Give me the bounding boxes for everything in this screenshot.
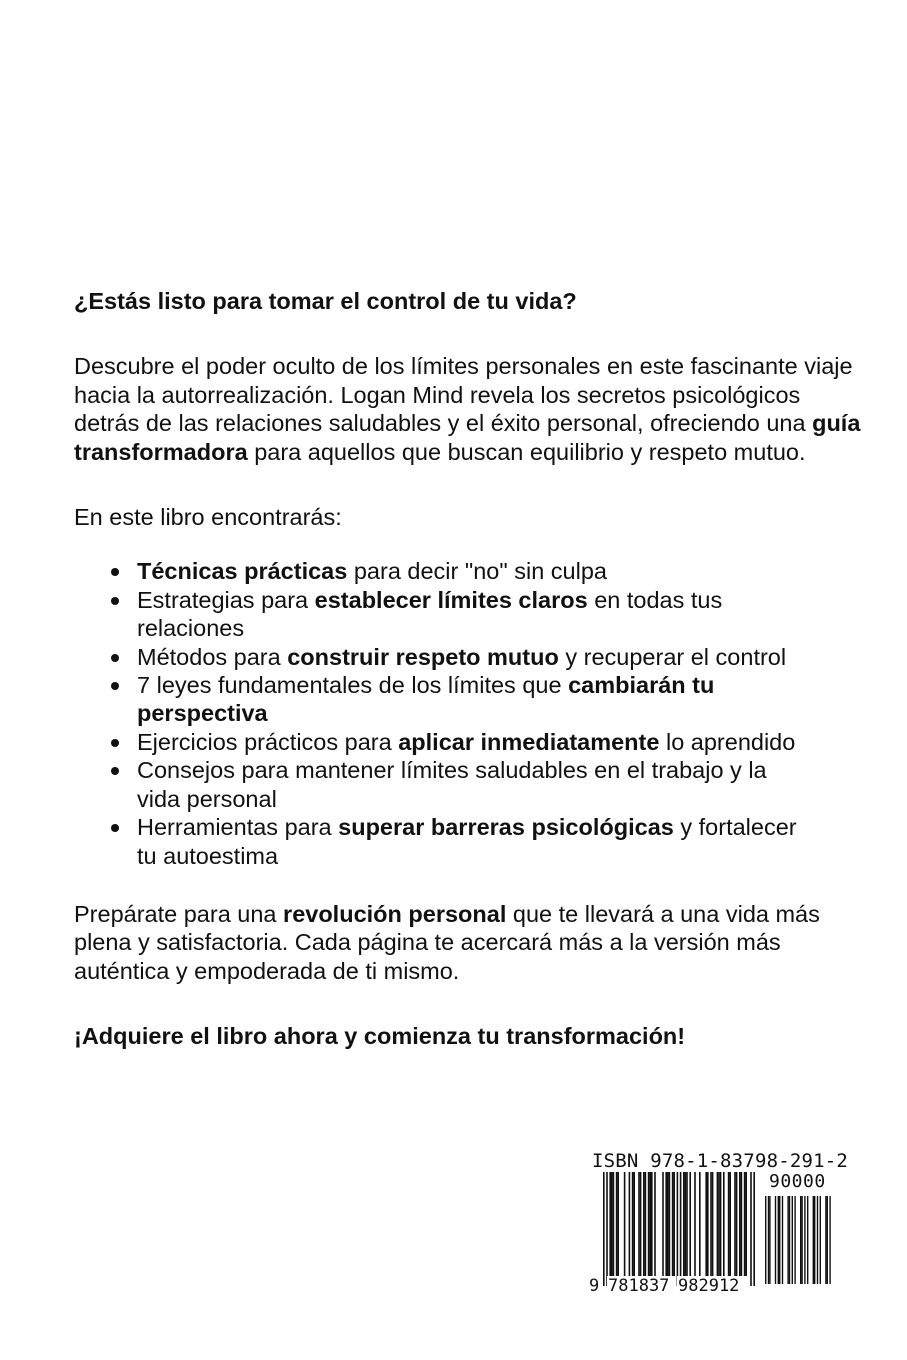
intro-paragraph	[74, 352, 864, 466]
barcode-bar	[710, 1172, 712, 1276]
list-item: Estrategias para establecer límites claros en todas tus relaciones	[74, 586, 864, 643]
barcode-bar	[689, 1172, 691, 1276]
addon-bar	[817, 1196, 818, 1284]
barcode-bar	[648, 1172, 650, 1276]
addon-bar	[794, 1196, 795, 1284]
barcode-bar	[617, 1172, 619, 1276]
addon-bar	[789, 1196, 790, 1284]
barcode-bar	[673, 1172, 675, 1276]
addon-bar	[769, 1196, 770, 1284]
barcode-bar	[739, 1172, 741, 1276]
closing-emphasis: revolución personal	[283, 900, 507, 927]
barcode-bar	[720, 1172, 722, 1276]
barcode-bar	[672, 1172, 674, 1276]
addon-bar	[813, 1196, 814, 1284]
intro-text-end: para aquellos que buscan equilibrio y respeto mutuo.	[247, 438, 806, 465]
barcode-bar	[633, 1172, 635, 1276]
isbn-barcode	[589, 1146, 851, 1302]
barcode-bar	[712, 1172, 714, 1276]
list-item: Métodos para construir respeto mutuo y recuperar el control	[74, 643, 864, 671]
list-item: Técnicas prácticas para decir "no" sin culpa	[74, 557, 864, 585]
closing-paragraph: Prepárate para una revolución personal que te llevará a una vida más plena y satisfactoria. Cada página te acercará más a la versión más auténtica y empoderada de ti mismo.	[74, 900, 820, 984]
addon-bar	[801, 1196, 802, 1284]
addon-bar	[807, 1196, 808, 1284]
barcode-bar	[718, 1172, 720, 1276]
barcode-bar	[734, 1172, 736, 1276]
barcode-bar	[707, 1172, 709, 1276]
addon-bar	[820, 1196, 821, 1284]
addon-bar	[768, 1196, 769, 1284]
barcode-bar	[753, 1172, 755, 1286]
barcode-bar	[613, 1172, 615, 1276]
list-item: Ejercicios prácticos para aplicar inmediatamente lo aprendido	[74, 728, 864, 756]
barcode-bar	[736, 1172, 738, 1276]
addon-bar	[779, 1196, 780, 1284]
barcode-bar	[603, 1172, 605, 1286]
call-to-action: ¡Adquiere el libro ahora y comienza tu transformación!	[74, 1023, 686, 1050]
page-title: ¿Estás listo para tomar el control de tu vida?	[74, 288, 577, 314]
barcode-bar	[669, 1172, 671, 1276]
intro-emphasis: guía transformadora	[74, 410, 861, 465]
list-item: 7 leyes fundamentales de los límites que cambiarán tu perspectiva	[74, 671, 864, 728]
addon-bar	[800, 1196, 801, 1284]
barcode-lead-digit: 9	[589, 1276, 600, 1296]
price-code: 90000	[769, 1171, 826, 1192]
barcode-bar	[624, 1172, 626, 1276]
barcode-bar	[741, 1172, 743, 1276]
barcode-bar	[645, 1172, 647, 1276]
isbn-label: ISBN 978-1-83798-291-2	[592, 1150, 849, 1172]
barcode-bar	[667, 1172, 669, 1276]
addon-bar	[825, 1196, 826, 1284]
barcode-bar	[729, 1172, 731, 1276]
barcode-bar	[611, 1172, 613, 1276]
barcode-bar	[654, 1172, 656, 1276]
barcode-bar	[694, 1172, 696, 1276]
addon-bar	[765, 1196, 766, 1284]
addon-bar	[804, 1196, 805, 1284]
barcode-bar	[649, 1172, 651, 1276]
barcode-group-left: 781837	[608, 1276, 670, 1296]
addon-bar	[792, 1196, 793, 1284]
barcode-bar	[750, 1172, 752, 1286]
barcode-bar	[685, 1172, 687, 1276]
addon-bar	[829, 1196, 830, 1284]
intro-text: Descubre el poder oculto de los límites personales en este fascinante viaje hacia la autorrealización. Logan Mind revela los secretos psicológicos detrás de las relaciones saludables y el éxito personal, ofreciendo una	[74, 353, 853, 437]
barcode-bar	[662, 1172, 664, 1276]
barcode-bar	[616, 1172, 618, 1276]
feature-list	[74, 557, 864, 869]
list-item: Consejos para mantener límites saludables en el trabajo y la vida personal	[74, 756, 864, 813]
addon-bar	[827, 1196, 828, 1284]
barcode-bar	[632, 1172, 634, 1276]
list-item: Herramientas para superar barreras psicológicas y fortalecer tu autoestima	[74, 813, 864, 870]
barcode-bar	[640, 1172, 642, 1276]
addon-bar	[778, 1196, 779, 1284]
addon-bar	[782, 1196, 783, 1284]
barcode-bar	[699, 1172, 701, 1276]
barcode-bar	[665, 1172, 667, 1276]
back-cover-text	[74, 287, 864, 1051]
barcode-bar	[629, 1172, 631, 1276]
barcode-bar	[677, 1172, 679, 1286]
barcode-bar	[728, 1172, 730, 1276]
barcode-bar	[686, 1172, 688, 1276]
barcode-bar	[651, 1172, 653, 1276]
addon-bar	[814, 1196, 815, 1284]
barcode-bar	[683, 1172, 685, 1276]
addon-bar	[787, 1196, 788, 1284]
addon-bar	[775, 1196, 776, 1284]
barcode-bar	[723, 1172, 725, 1276]
barcode-bar	[744, 1172, 746, 1276]
barcode-bar	[717, 1172, 719, 1276]
barcode-bar	[638, 1172, 640, 1276]
barcode-group-right: 982912	[678, 1276, 740, 1296]
list-intro: En este libro encontrarás:	[74, 504, 342, 531]
barcode-bar	[680, 1172, 682, 1286]
barcode-bar	[606, 1172, 608, 1286]
barcode-bar	[745, 1172, 747, 1276]
barcode-bar	[609, 1172, 611, 1276]
barcode-bar	[705, 1172, 707, 1276]
barcode-bar	[643, 1172, 645, 1276]
